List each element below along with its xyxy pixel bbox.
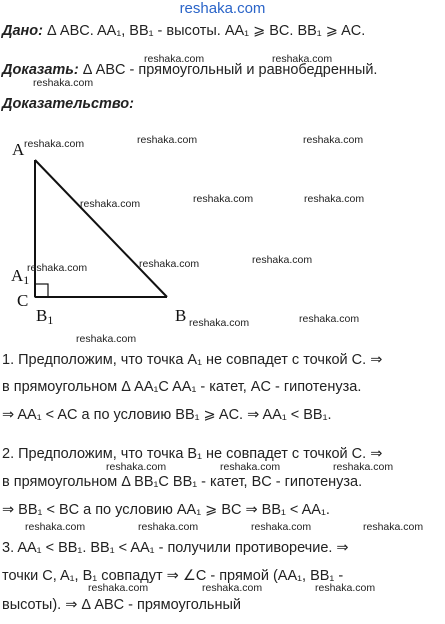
watermark: reshaka.com bbox=[303, 134, 364, 146]
proof-step-line: в прямоугольном Δ BB₁C BB₁ - катет, BC - гипотенуза. bbox=[2, 474, 363, 490]
watermark: reshaka.com bbox=[76, 333, 137, 345]
watermark: reshaka.com bbox=[80, 198, 141, 210]
vertex-label-c: C bbox=[17, 291, 29, 310]
watermark: reshaka.com bbox=[299, 313, 360, 325]
proof-heading: Доказательство: bbox=[2, 96, 134, 112]
vertex-label-b: B bbox=[175, 306, 187, 325]
watermark: reshaka.com bbox=[272, 53, 333, 65]
watermark: reshaka.com bbox=[189, 317, 250, 329]
side-ab bbox=[35, 160, 167, 297]
watermark: reshaka.com bbox=[202, 582, 263, 594]
watermark: reshaka.com bbox=[137, 134, 198, 146]
proof-step-line: ⇒ AA₁ < AC а по условию BB₁ ⩾ AC. ⇒ AA₁ < BB₁. bbox=[2, 407, 332, 423]
watermark: reshaka.com bbox=[315, 582, 376, 594]
proof-step-line: точки C, A₁, B₁ совпадут ⇒ ∠C - прямой (AA₁, BB₁ - bbox=[2, 568, 344, 584]
watermark: reshaka.com bbox=[106, 461, 167, 473]
prove-heading: Доказать: bbox=[2, 62, 79, 78]
watermark: reshaka.com bbox=[24, 138, 85, 150]
watermark: reshaka.com bbox=[252, 254, 313, 266]
proof-step-line: 1. Предположим, что точка A₁ не совпадет с точкой C. ⇒ bbox=[2, 352, 383, 368]
watermark: reshaka.com bbox=[251, 521, 312, 533]
proof-step-line: 2. Предположим, что точка B₁ не совпадет с точкой C. ⇒ bbox=[2, 446, 383, 462]
watermark: reshaka.com bbox=[139, 258, 200, 270]
watermark: reshaka.com bbox=[138, 521, 199, 533]
watermark: reshaka.com bbox=[333, 461, 394, 473]
watermark: reshaka.com bbox=[363, 521, 424, 533]
watermark: reshaka.com bbox=[304, 193, 365, 205]
watermark: reshaka.com bbox=[88, 582, 149, 594]
proof-step-line: в прямоугольном Δ AA₁C AA₁ - катет, AC - гипотенуза. bbox=[2, 379, 362, 395]
vertex-label-a1: $A_1$ bbox=[11, 266, 30, 287]
watermark: reshaka.com bbox=[33, 77, 94, 89]
watermark: reshaka.com bbox=[193, 193, 254, 205]
watermark: reshaka.com bbox=[220, 461, 281, 473]
proof-step-line: 3. AA₁ < BB₁. BB₁ < AA₁ - получили противоречие. ⇒ bbox=[2, 540, 349, 556]
vertex-label-a: A bbox=[12, 140, 25, 159]
proof-step-line: высоты). ⇒ Δ ABC - прямоугольный bbox=[2, 597, 242, 613]
watermark: reshaka.com bbox=[27, 262, 88, 274]
watermark: reshaka.com bbox=[25, 521, 86, 533]
given-heading: Дано: bbox=[2, 23, 43, 39]
given-text: Δ ABC. AA₁, BB₁ - высоты. AA₁ ⩾ BC. BB₁ ⩾ AC. bbox=[47, 23, 366, 39]
prove-text: Δ ABC - прямоугольный и равнобедренный. bbox=[82, 62, 378, 78]
proof-step-line: ⇒ BB₁ < BC а по условию AA₁ ⩾ BC ⇒ BB₁ < AA₁. bbox=[2, 502, 330, 518]
site-header-link[interactable]: reshaka.com bbox=[179, 0, 266, 17]
right-angle-mark bbox=[35, 284, 48, 297]
watermark: reshaka.com bbox=[144, 53, 205, 65]
vertex-label-b1: $B_1$ bbox=[36, 306, 54, 327]
